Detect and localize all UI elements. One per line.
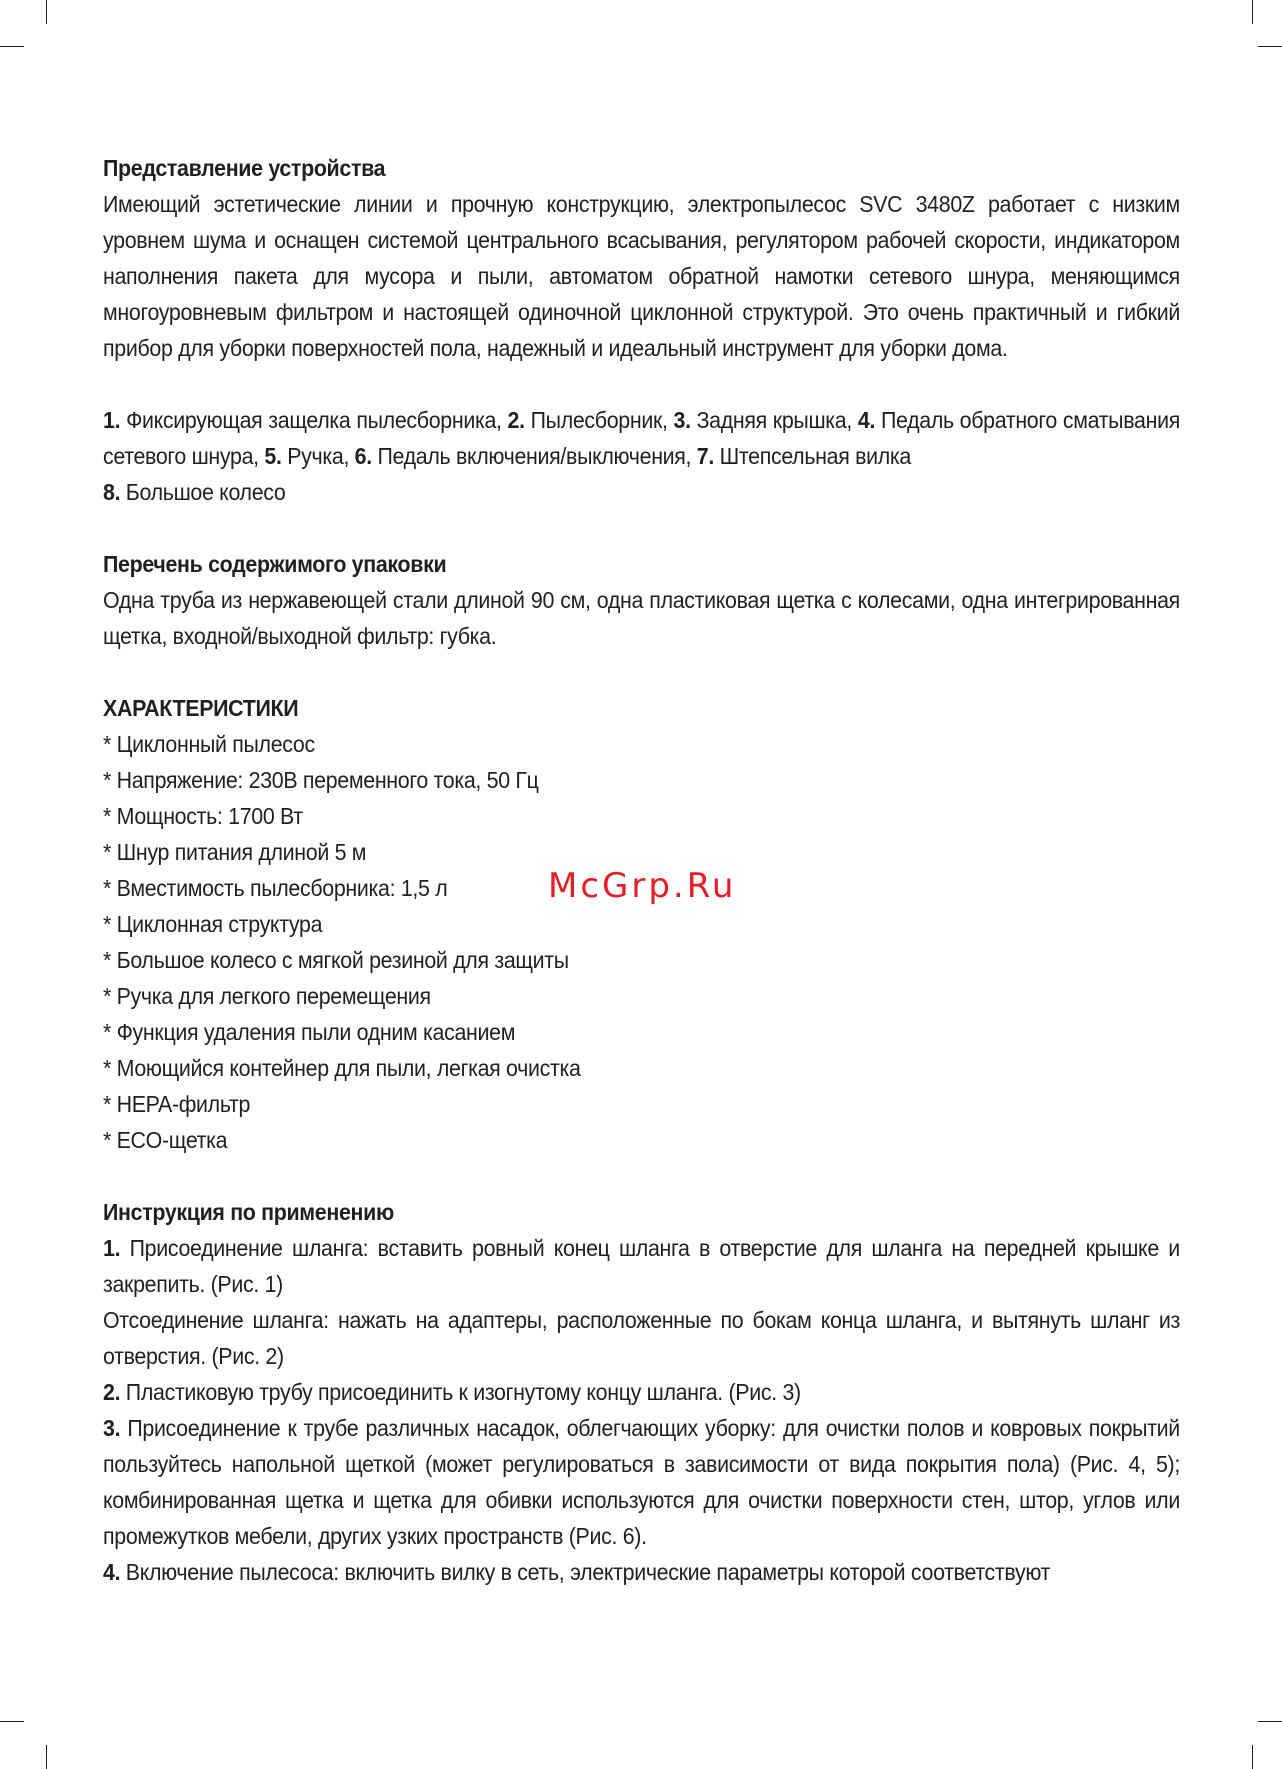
feature-item: * HEPA-фильтр xyxy=(103,1091,251,1117)
feature-item: * Функция удаления пыли одним касанием xyxy=(103,1019,516,1045)
crop-mark-bottom-left-h xyxy=(0,1721,24,1722)
step-number: 3. xyxy=(103,1415,121,1441)
instruction-step-1 xyxy=(103,1230,1180,1302)
features-heading: ХАРАКТЕРИСТИКИ xyxy=(103,695,299,721)
step-text: Включение пылесоса: включить вилку в сеть, электрические параметры которой соответствуют xyxy=(120,1559,1051,1585)
step-text: Присоединение шланга: вставить ровный конец шланга в отверстие для шланга на передней крышке и закрепить. (Рис. 1) xyxy=(103,1235,1180,1297)
part-number: 4. xyxy=(857,407,876,433)
feature-item: * ECO-щетка xyxy=(103,1127,228,1153)
part-label: Штепсельная вилка xyxy=(713,443,911,469)
intro-heading: Представление устройства xyxy=(103,155,386,181)
package-text: Одна труба из нержавеющей стали длиной 90 см, одна пластиковая щетка с колесами, одна интегрированная щетка, входной/выходной фильтр: губка. xyxy=(103,587,1180,649)
part-number: 7. xyxy=(696,443,714,469)
part-number: 2. xyxy=(507,407,525,433)
step-number: 4. xyxy=(103,1559,121,1585)
instruction-step-4 xyxy=(103,1554,1180,1590)
instruction-step-1b: Отсоединение шланга: нажать на адаптеры, расположенные по бокам конца шланга, и вытянуть шланг из отверстия. (Рис. 2) xyxy=(103,1307,1180,1369)
instruction-step-2 xyxy=(103,1374,1180,1410)
step-text: Пластиковую трубу присоединить к изогнутому концу шланга. (Рис. 3) xyxy=(120,1379,801,1405)
crop-mark-bottom-right xyxy=(1252,1745,1253,1769)
part-number: 1. xyxy=(103,407,121,433)
feature-item: * Мощность: 1700 Вт xyxy=(103,803,303,829)
crop-mark-top-left-h xyxy=(0,46,24,47)
part-label: Задняя крышка, xyxy=(690,407,858,433)
part-label: Ручка, xyxy=(281,443,355,469)
part-label: Фиксирующая защелка пылесборника, xyxy=(120,407,508,433)
part-number: 6. xyxy=(354,443,372,469)
feature-item: * Моющийся контейнер для пыли, легкая очистка xyxy=(103,1055,581,1081)
feature-item: * Циклонная структура xyxy=(103,911,323,937)
step-text: Присоединение к трубе различных насадок, облегчающих уборку: для очистки полов и ковровых покрытий пользуйтесь напольной щеткой (может регулироваться в зависимости от вида покрытия пола) (Рис. 4, 5); комбинированная щетка и щетка для обивки используются для очистки поверхности стен, штор, углов или промежутков мебели, других узких пространств (Рис. 6). xyxy=(103,1415,1180,1549)
instruction-step-3 xyxy=(103,1410,1180,1554)
part-label: Педаль включения/выключения, xyxy=(371,443,697,469)
intro-text: Имеющий эстетические линии и прочную конструкцию, электропылесос SVC 3480Z работает с низким уровнем шума и оснащен системой центрального всасывания, регулятором рабочей скорости, индикатором наполнения пакета для мусора и пыли, автоматом обратной намотки сетевого шнура, меняющимся многоуровневым фильтром и настоящей одиночной циклонной структурой. Это очень практичный и гибкий прибор для уборки поверхностей пола, надежный и идеальный инструмент для уборки дома. xyxy=(103,191,1180,361)
instructions-heading: Инструкция по применению xyxy=(103,1199,394,1225)
features-list xyxy=(103,726,1180,1158)
feature-item: * Вместимость пылесборника: 1,5 л xyxy=(103,875,448,901)
crop-mark-top-right-h xyxy=(1258,46,1282,47)
feature-item: * Ручка для легкого перемещения xyxy=(103,983,431,1009)
crop-mark-bottom-left xyxy=(46,1745,47,1769)
package-heading: Перечень содержимого упаковки xyxy=(103,551,447,577)
feature-item: * Большое колесо с мягкой резиной для защиты xyxy=(103,947,569,973)
feature-item: * Шнур питания длиной 5 м xyxy=(103,839,367,865)
crop-mark-top-left xyxy=(46,0,47,24)
part-label: Педаль обратного сматывания сетевого шнура, xyxy=(103,407,1180,469)
part-label: Пылесборник, xyxy=(524,407,674,433)
watermark-logo: McGrp.Ru xyxy=(548,866,737,906)
part-label: Большое колесо xyxy=(120,479,286,505)
part-number: 5. xyxy=(264,443,282,469)
part-number: 3. xyxy=(673,407,691,433)
crop-mark-bottom-right-h xyxy=(1258,1721,1282,1722)
step-number: 1. xyxy=(103,1235,121,1261)
step-number: 2. xyxy=(103,1379,121,1405)
part-number: 8. xyxy=(103,479,121,505)
feature-item: * Циклонный пылесос xyxy=(103,731,315,757)
feature-item: * Напряжение: 230В переменного тока, 50 Гц xyxy=(103,767,539,793)
crop-mark-top-right xyxy=(1252,0,1253,24)
parts-list xyxy=(103,402,1180,510)
